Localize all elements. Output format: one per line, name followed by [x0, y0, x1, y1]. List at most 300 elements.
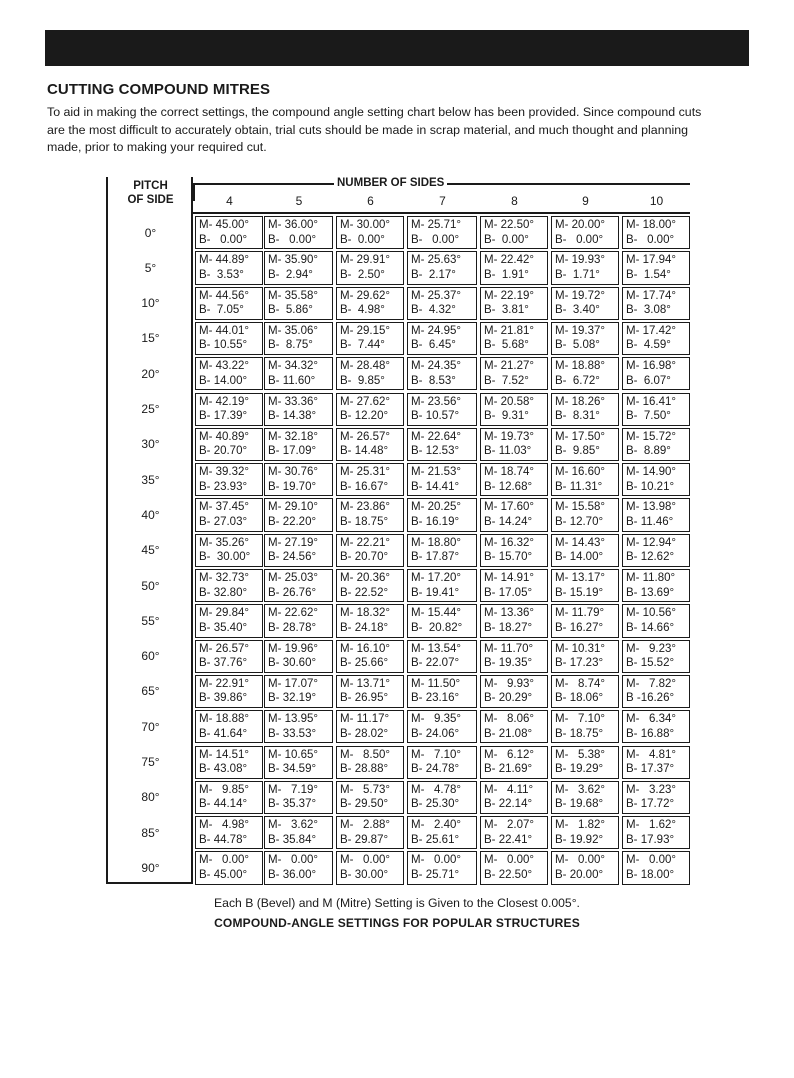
- table-cell: [264, 357, 333, 390]
- mitre-value: M- 23.86°: [340, 501, 390, 514]
- table-cell: [407, 428, 477, 461]
- pitch-value: 50°: [141, 578, 160, 593]
- pitch-header-line: OF SIDE: [127, 194, 174, 206]
- mitre-value: M- 8.50°: [340, 748, 390, 761]
- mitre-value: M- 25.31°: [340, 466, 390, 479]
- table-cell: [480, 534, 548, 567]
- mitre-value: M- 22.91°: [199, 677, 249, 690]
- table-cell: [622, 393, 690, 426]
- mitre-value: M- 29.84°: [199, 607, 249, 620]
- mitre-value: M- 29.15°: [340, 324, 390, 337]
- bevel-value: B- 10.21°: [626, 480, 675, 493]
- bevel-value: B- 19.68°: [555, 798, 604, 811]
- bevel-value: B- 6.45°: [411, 339, 456, 352]
- table-cell: [336, 781, 404, 814]
- table-cell: [336, 393, 404, 426]
- pitch-value: 35°: [141, 472, 160, 487]
- bevel-value: B- 8.31°: [555, 410, 600, 422]
- mitre-value: M- 16.32°: [484, 536, 534, 549]
- mitre-value: M- 14.91°: [484, 572, 534, 584]
- bevel-value: B- 29.87°: [340, 833, 389, 846]
- bevel-value: B- 7.52°: [484, 374, 529, 387]
- mitre-value: M- 44.56°: [199, 289, 249, 302]
- mitre-value: M- 0.00°: [484, 854, 534, 867]
- bevel-value: B- 3.08°: [626, 304, 671, 317]
- table-cell: [480, 816, 548, 849]
- bevel-value: B- 11.60°: [268, 374, 316, 387]
- mitre-value: M- 17.42°: [626, 324, 676, 337]
- table-cell: [336, 534, 404, 567]
- mitre-value: M- 18.80°: [411, 536, 461, 549]
- bevel-value: B- 17.09°: [268, 445, 317, 458]
- table-cell: [407, 710, 477, 743]
- mitre-value: M- 10.56°: [626, 607, 676, 620]
- bevel-value: B- 7.44°: [340, 339, 385, 352]
- bevel-value: B- 14.00°: [199, 374, 248, 387]
- bevel-value: B- 26.95°: [340, 692, 389, 705]
- table-cell: [551, 428, 619, 461]
- mitre-value: M- 10.65°: [268, 748, 318, 761]
- bevel-value: B- 18.06°: [555, 692, 604, 705]
- table-cell: [264, 710, 333, 743]
- compound-angle-table: [106, 177, 690, 884]
- table-cell: [480, 287, 548, 320]
- bevel-value: B- 4.59°: [626, 339, 671, 352]
- table-cell: [336, 569, 404, 602]
- table-cell: [551, 851, 619, 884]
- mitre-value: M- 29.10°: [268, 501, 318, 514]
- mitre-value: M- 2.40°: [411, 819, 461, 832]
- table-cell: [480, 216, 548, 249]
- column-header-sides-8: 8: [511, 194, 518, 208]
- table-cell: [551, 216, 619, 249]
- table-cell: [551, 251, 619, 284]
- table-cell: [336, 322, 404, 355]
- bevel-value: B- 0.00°: [484, 233, 529, 246]
- table-cell: [407, 357, 477, 390]
- bevel-value: B- 18.75°: [555, 727, 604, 740]
- mitre-value: M- 9.23°: [626, 642, 676, 655]
- mitre-value: M- 16.10°: [340, 642, 390, 655]
- bevel-value: B -16.26°: [626, 692, 675, 705]
- mitre-value: M- 13.98°: [626, 501, 676, 514]
- bevel-value: B- 24.78°: [411, 763, 460, 775]
- mitre-value: M- 11.70°: [484, 642, 534, 655]
- bevel-value: B- 16.19°: [411, 515, 460, 528]
- bevel-value: B- 44.78°: [199, 833, 248, 846]
- mitre-value: M- 18.32°: [340, 607, 390, 620]
- pitch-value: 90°: [141, 860, 160, 875]
- bevel-value: B- 19.41°: [411, 586, 460, 599]
- bevel-value: B- 44.14°: [199, 798, 248, 811]
- table-cell: [480, 428, 548, 461]
- mitre-value: M- 21.53°: [411, 466, 461, 479]
- mitre-value: M- 29.91°: [340, 254, 390, 267]
- bevel-value: B- 3.53°: [199, 268, 244, 281]
- table-cell: [551, 710, 619, 743]
- bevel-value: B- 19.35°: [484, 657, 533, 670]
- bevel-value: B- 20.70°: [340, 551, 389, 564]
- bevel-value: B- 5.68°: [484, 339, 529, 352]
- table-cell: [264, 534, 333, 567]
- mitre-value: M- 45.00°: [199, 219, 249, 231]
- bevel-value: B- 1.91°: [484, 268, 529, 281]
- bevel-value: B- 12.53°: [411, 445, 460, 458]
- mitre-value: M- 1.62°: [626, 819, 676, 832]
- pitch-header: [108, 179, 193, 207]
- mitre-value: M- 0.00°: [199, 854, 249, 867]
- table-cell: [407, 569, 477, 602]
- table-cell: [195, 216, 263, 249]
- mitre-value: M- 13.17°: [555, 572, 605, 584]
- table-cell: [195, 746, 263, 779]
- bevel-value: B- 34.59°: [268, 763, 317, 775]
- bevel-value: B- 4.98°: [340, 304, 385, 317]
- mitre-value: M- 34.32°: [268, 360, 318, 373]
- mitre-value: M- 16.41°: [626, 395, 676, 408]
- bevel-value: B- 11.46°: [626, 515, 674, 528]
- bevel-value: B- 19.70°: [268, 480, 317, 493]
- bevel-value: B- 0.00°: [411, 233, 460, 246]
- bevel-value: B- 22.20°: [268, 515, 317, 528]
- column-header-sides-7: 7: [439, 194, 446, 208]
- table-cell: [336, 816, 404, 849]
- bevel-value: B- 9.85°: [340, 374, 385, 387]
- intro-paragraph: [47, 104, 757, 157]
- mitre-value: M- 29.62°: [340, 289, 390, 302]
- bevel-value: B- 14.66°: [626, 621, 675, 634]
- bevel-value: B- 35.40°: [199, 621, 248, 634]
- bevel-value: B- 35.84°: [268, 833, 317, 846]
- table-cell: [622, 463, 690, 496]
- mitre-value: M- 19.73°: [484, 430, 534, 443]
- bevel-value: B- 19.92°: [555, 833, 604, 846]
- mitre-value: M- 14.51°: [199, 748, 249, 761]
- table-cell: [407, 216, 477, 249]
- bevel-value: B- 5.86°: [268, 304, 313, 317]
- table-cell: [264, 463, 333, 496]
- bevel-value: B- 6.07°: [626, 374, 671, 387]
- table-cell: [622, 781, 690, 814]
- bevel-value: B- 17.37°: [626, 763, 675, 775]
- table-cell: [622, 746, 690, 779]
- mitre-value: M- 22.64°: [411, 430, 461, 443]
- bevel-value: B- 24.56°: [268, 551, 317, 564]
- bevel-value: B- 16.27°: [555, 621, 604, 634]
- table-cell: [622, 428, 690, 461]
- table-caption: COMPOUND-ANGLE SETTINGS FOR POPULAR STRUCTURES: [214, 916, 580, 930]
- bevel-value: B- 28.02°: [340, 727, 389, 740]
- bevel-value: B- 16.88°: [626, 727, 675, 740]
- column-header-sides-4: 4: [226, 194, 233, 208]
- mitre-value: M- 2.07°: [484, 819, 534, 832]
- table-cell: [551, 534, 619, 567]
- mitre-value: M- 17.50°: [555, 430, 605, 443]
- bevel-value: B- 23.93°: [199, 480, 248, 493]
- table-cell: [551, 675, 619, 708]
- mitre-value: M- 13.95°: [268, 713, 318, 726]
- bevel-value: B- 25.61°: [411, 833, 460, 846]
- mitre-value: M- 25.71°: [411, 219, 461, 231]
- bevel-value: B- 15.19°: [555, 586, 604, 599]
- bevel-value: B- 32.80°: [199, 586, 248, 599]
- table-cell: [336, 710, 404, 743]
- pitch-value: 85°: [141, 825, 160, 840]
- mitre-value: M- 7.10°: [555, 713, 605, 726]
- table-cell: [407, 851, 477, 884]
- mitre-value: M- 11.50°: [411, 677, 461, 690]
- mitre-value: M- 17.20°: [411, 572, 461, 584]
- bevel-value: B- 18.00°: [626, 868, 675, 881]
- table-cell: [551, 569, 619, 602]
- bevel-value: B- 11.03°: [484, 445, 532, 458]
- table-cell: [551, 816, 619, 849]
- mitre-value: M- 14.43°: [555, 536, 605, 549]
- bevel-value: B- 17.87°: [411, 551, 460, 564]
- table-cell: [195, 357, 263, 390]
- table-cell: [551, 498, 619, 531]
- bevel-value: B- 24.06°: [411, 727, 460, 740]
- pitch-value: 10°: [141, 296, 160, 311]
- mitre-value: M- 20.00°: [555, 219, 605, 231]
- table-cell: [195, 534, 263, 567]
- table-cell: [480, 251, 548, 284]
- table-cell: [407, 604, 477, 637]
- mitre-value: M- 11.79°: [555, 607, 605, 620]
- pitch-value: 70°: [141, 719, 160, 734]
- pitch-value: 30°: [141, 437, 160, 452]
- table-cell: [480, 851, 548, 884]
- mitre-value: M- 40.89°: [199, 430, 249, 443]
- mitre-value: M- 4.78°: [411, 783, 461, 796]
- mitre-value: M- 18.26°: [555, 395, 605, 408]
- mitre-value: M- 27.19°: [268, 536, 318, 549]
- table-cell: [480, 393, 548, 426]
- mitre-value: M- 5.38°: [555, 748, 605, 761]
- table-cell: [195, 569, 263, 602]
- bevel-value: B- 2.94°: [268, 268, 313, 281]
- mitre-value: M- 22.21°: [340, 536, 390, 549]
- table-cell: [622, 357, 690, 390]
- table-cell: [195, 251, 263, 284]
- table-cell: [195, 287, 263, 320]
- bevel-value: B- 4.32°: [411, 304, 456, 317]
- table-cell: [407, 816, 477, 849]
- mitre-value: M- 7.82°: [626, 677, 676, 690]
- table-cell: [480, 675, 548, 708]
- table-cell: [407, 463, 477, 496]
- table-cell: [551, 357, 619, 390]
- bevel-value: B- 25.30°: [411, 798, 460, 811]
- table-cell: [407, 287, 477, 320]
- mitre-value: M- 4.11°: [484, 783, 534, 796]
- table-cell: [622, 498, 690, 531]
- mitre-value: M- 37.45°: [199, 501, 249, 514]
- table-cell: [407, 322, 477, 355]
- mitre-value: M- 7.19°: [268, 783, 318, 796]
- table-cell: [264, 216, 333, 249]
- mitre-value: M- 22.62°: [268, 607, 318, 620]
- bevel-value: B- 26.76°: [268, 586, 317, 599]
- mitre-value: M- 32.18°: [268, 430, 318, 443]
- table-cell: [336, 251, 404, 284]
- bevel-value: B- 30.60°: [268, 657, 317, 670]
- bevel-value: B- 41.64°: [199, 727, 248, 740]
- bevel-value: B- 20.29°: [484, 692, 533, 705]
- table-cell: [480, 357, 548, 390]
- table-cell: [264, 393, 333, 426]
- table-cell: [480, 746, 548, 779]
- table-cell: [195, 675, 263, 708]
- mitre-value: M- 18.00°: [626, 219, 676, 231]
- table-cell: [195, 640, 263, 673]
- bevel-value: B- 22.07°: [411, 657, 460, 670]
- bevel-value: B- 27.03°: [199, 515, 248, 528]
- bevel-value: B- 8.75°: [268, 339, 313, 352]
- mitre-value: M- 0.00°: [340, 854, 390, 867]
- table-cell: [480, 322, 548, 355]
- mitre-value: M- 19.96°: [268, 642, 318, 655]
- mitre-value: M- 0.00°: [411, 854, 461, 867]
- column-header-sides-9: 9: [582, 194, 589, 208]
- intro-line: made, prior to making your required cut.: [47, 140, 267, 155]
- table-cell: [407, 498, 477, 531]
- mitre-value: M- 21.81°: [484, 324, 534, 337]
- mitre-value: M- 16.60°: [555, 466, 605, 479]
- mitre-value: M- 27.62°: [340, 395, 390, 408]
- table-cell: [336, 604, 404, 637]
- header-bar: [45, 30, 749, 66]
- mitre-value: M- 18.88°: [199, 713, 249, 726]
- mitre-value: M- 9.93°: [484, 677, 534, 690]
- mitre-value: M- 25.63°: [411, 254, 461, 267]
- mitre-value: M- 23.56°: [411, 395, 461, 408]
- bevel-value: B- 35.37°: [268, 798, 317, 811]
- pitch-column: [106, 177, 193, 884]
- bevel-value: B- 28.78°: [268, 621, 317, 634]
- mitre-value: M- 5.73°: [340, 783, 390, 796]
- table-cell: [264, 675, 333, 708]
- table-cell: [407, 746, 477, 779]
- page-title: CUTTING COMPOUND MITRES: [47, 81, 271, 98]
- table-cell: [480, 640, 548, 673]
- table-cell: [195, 604, 263, 637]
- mitre-value: M- 14.90°: [626, 466, 676, 479]
- bevel-value: B- 30.00°: [199, 551, 251, 564]
- bevel-value: B- 0.00°: [199, 233, 248, 246]
- bevel-value: B- 17.39°: [199, 410, 248, 422]
- bevel-value: B- 3.81°: [484, 304, 529, 317]
- bevel-value: B- 14.00°: [555, 551, 604, 564]
- mitre-value: M- 19.72°: [555, 289, 605, 302]
- mitre-value: M- 18.88°: [555, 360, 605, 373]
- mitre-value: M- 11.17°: [340, 713, 390, 726]
- bevel-value: B- 6.72°: [555, 374, 600, 387]
- bevel-value: B- 8.89°: [626, 445, 671, 458]
- mitre-value: M- 13.71°: [340, 677, 390, 690]
- bevel-value: B- 8.53°: [411, 374, 456, 387]
- mitre-value: M- 17.74°: [626, 289, 676, 302]
- mitre-value: M- 13.54°: [411, 642, 461, 655]
- bevel-value: B- 15.70°: [484, 551, 533, 564]
- mitre-value: M- 32.73°: [199, 572, 249, 584]
- mitre-value: M- 4.81°: [626, 748, 676, 761]
- bevel-value: B- 11.31°: [555, 480, 603, 493]
- bevel-value: B- 23.16°: [411, 692, 460, 705]
- mitre-value: M- 15.44°: [411, 607, 461, 620]
- table-cell: [195, 322, 263, 355]
- table-cell: [264, 816, 333, 849]
- bevel-value: B- 22.52°: [340, 586, 389, 599]
- bevel-value: B- 10.57°: [411, 410, 460, 422]
- mitre-value: M- 6.12°: [484, 748, 534, 761]
- mitre-value: M- 12.94°: [626, 536, 676, 549]
- bevel-value: B- 18.75°: [340, 515, 389, 528]
- bevel-value: B- 12.68°: [484, 480, 533, 493]
- bevel-value: B- 1.71°: [555, 268, 600, 281]
- mitre-value: M- 35.90°: [268, 254, 318, 267]
- column-header-sides-5: 5: [295, 194, 303, 208]
- header-divider: [193, 212, 690, 214]
- table-cell: [480, 710, 548, 743]
- table-cell: [336, 675, 404, 708]
- bevel-value: B- 2.50°: [340, 268, 385, 281]
- table-cell: [264, 251, 333, 284]
- mitre-value: M- 8.74°: [555, 677, 605, 690]
- bevel-value: B- 9.31°: [484, 410, 529, 422]
- mitre-value: M- 35.26°: [199, 536, 249, 549]
- bevel-value: B- 39.86°: [199, 692, 248, 705]
- bevel-value: B- 22.50°: [484, 868, 533, 881]
- bevel-value: B- 25.66°: [340, 657, 389, 670]
- table-cell: [480, 604, 548, 637]
- intro-line: To aid in making the correct settings, the compound angle setting chart below has been provided. Since compound cuts: [47, 105, 702, 119]
- mitre-value: M- 26.57°: [199, 642, 249, 655]
- table-cell: [551, 640, 619, 673]
- table-cell: [622, 216, 690, 249]
- mitre-value: M- 16.98°: [626, 360, 676, 373]
- bevel-value: B- 14.24°: [484, 515, 533, 528]
- table-cell: [551, 287, 619, 320]
- bevel-value: B- 14.41°: [411, 480, 460, 493]
- table-cell: [195, 851, 263, 884]
- table-cell: [480, 463, 548, 496]
- mitre-value: M- 39.32°: [199, 466, 249, 479]
- mitre-value: M- 20.36°: [340, 572, 390, 584]
- pitch-value: 15°: [141, 331, 160, 346]
- mitre-value: M- 18.74°: [484, 466, 534, 479]
- bevel-value: B- 0.00°: [340, 233, 385, 246]
- bevel-value: B- 3.40°: [555, 304, 600, 317]
- mitre-value: M- 25.03°: [268, 572, 318, 584]
- mitre-value: M- 20.25°: [411, 501, 461, 514]
- bevel-value: B- 22.41°: [484, 833, 533, 846]
- table-cell: [407, 251, 477, 284]
- table-cell: [407, 781, 477, 814]
- mitre-value: M- 35.06°: [268, 324, 318, 337]
- table-cell: [336, 640, 404, 673]
- pitch-value: 0°: [144, 225, 157, 240]
- bevel-value: B- 17.23°: [555, 657, 604, 670]
- mitre-value: M- 30.00°: [340, 219, 390, 231]
- table-cell: [551, 393, 619, 426]
- mitre-value: M- 15.72°: [626, 430, 676, 443]
- bevel-value: B- 19.29°: [555, 763, 604, 775]
- mitre-value: M- 17.60°: [484, 501, 534, 514]
- mitre-value: M- 0.00°: [626, 854, 676, 867]
- table-cell: [480, 569, 548, 602]
- bevel-value: B- 2.17°: [411, 268, 456, 281]
